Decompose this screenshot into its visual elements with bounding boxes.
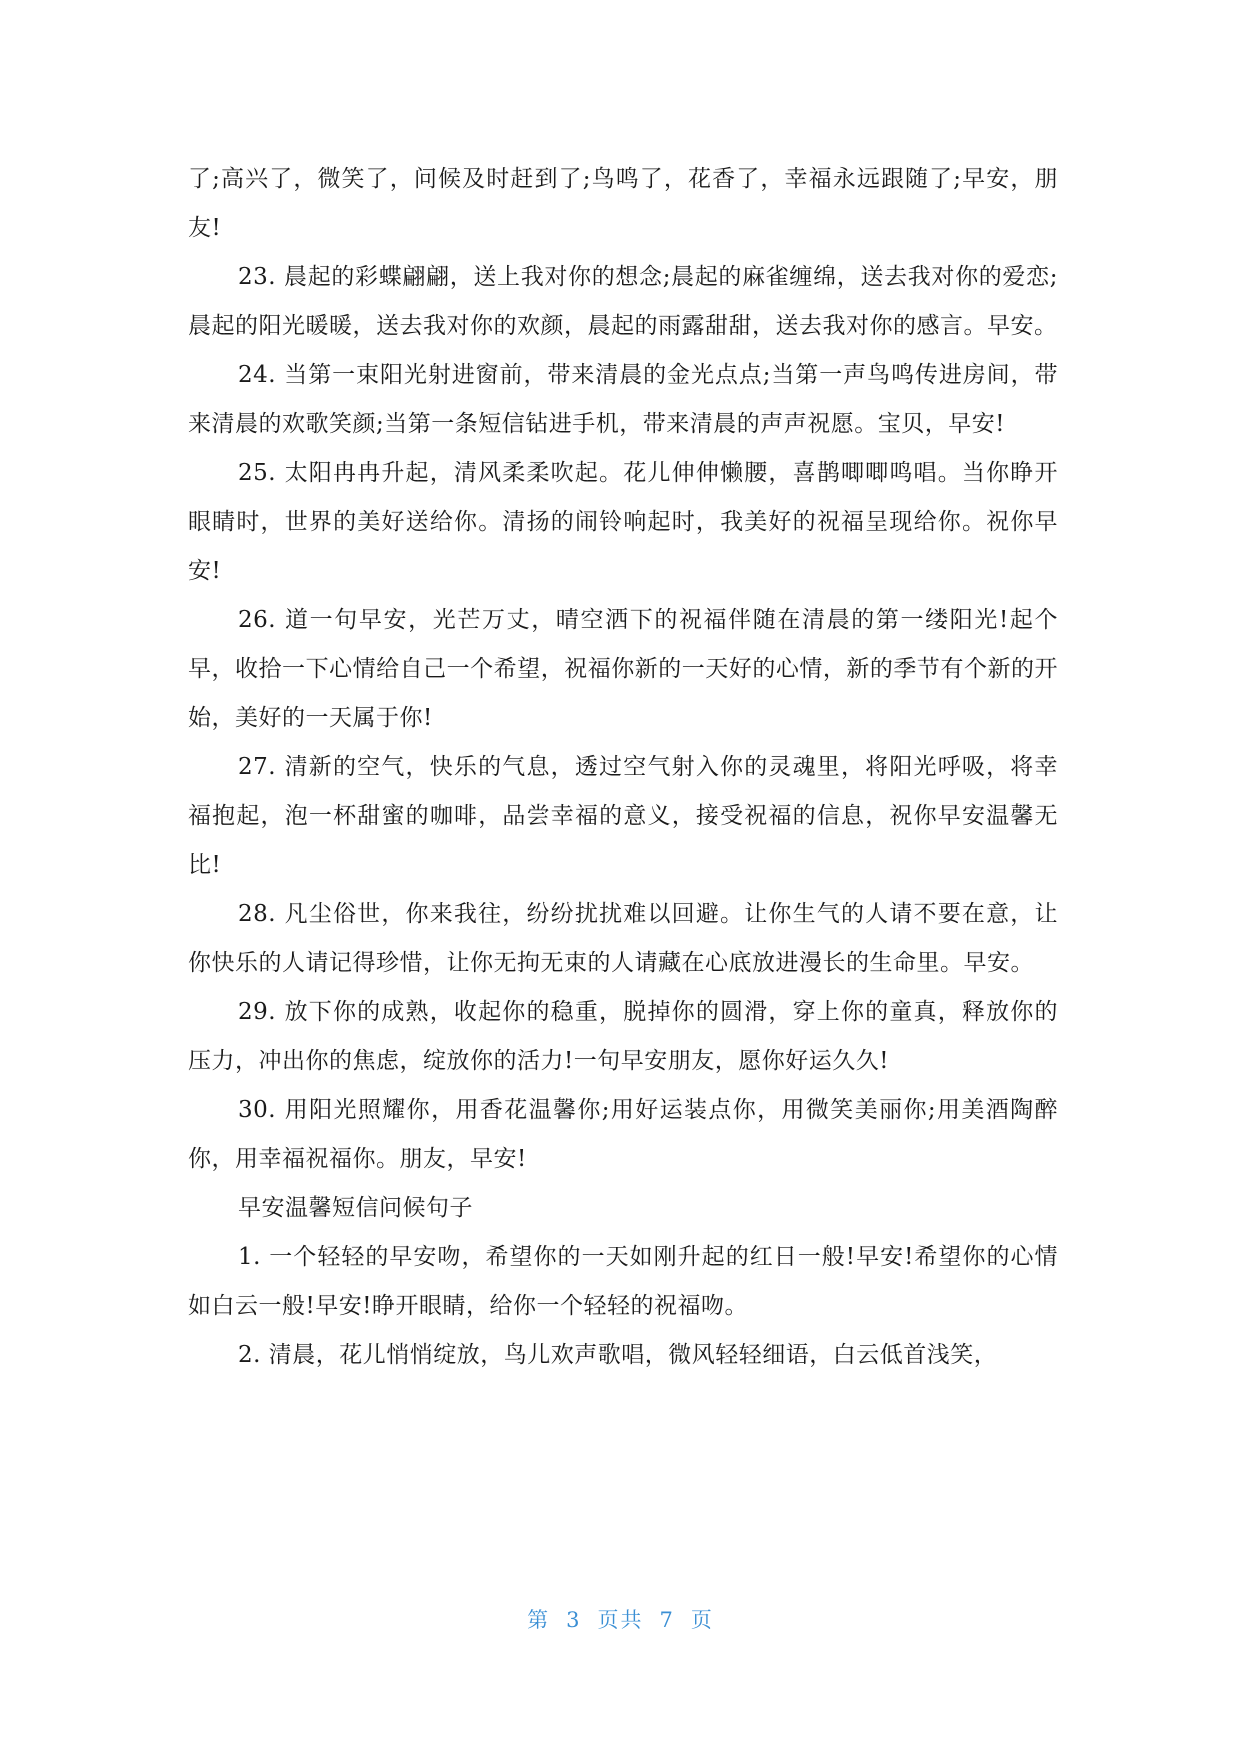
paragraph-continuation: 了;高兴了，微笑了，问候及时赶到了;鸟鸣了，花香了，幸福永远跟随了;早安，朋友! [188, 166, 1058, 241]
footer-label-of: 页共 [597, 1608, 644, 1632]
footer-current-page: 3 [566, 1608, 582, 1632]
footer-total-pages: 7 [659, 1608, 675, 1632]
paragraph-item-29: 29. 放下你的成熟，收起你的稳重，脱掉你的圆滑，穿上你的童真，释放你的压力，冲出你的焦虑，绽放你的活力!一句早安朋友，愿你好运久久! [188, 999, 1058, 1074]
paragraph-item-30: 30. 用阳光照耀你，用香花温馨你;用好运装点你，用微笑美丽你;用美酒陶醉你，用幸福祝福你。朋友，早安! [188, 1097, 1058, 1172]
paragraph-item-23: 23. 晨起的彩蝶翩翩，送上我对你的想念;晨起的麻雀缠绵，送去我对你的爱恋;晨起的阳光暖暖，送去我对你的欢颜，晨起的雨露甜甜，送去我对你的感言。早安。 [188, 264, 1058, 339]
paragraph-item-25: 25. 太阳冉冉升起，清风柔柔吹起。花儿伸伸懒腰，喜鹊唧唧鸣唱。当你睁开眼睛时，世界的美好送给你。清扬的闹铃响起时，我美好的祝福呈现给你。祝你早安! [188, 460, 1058, 584]
paragraph-item-27: 27. 清新的空气，快乐的气息，透过空气射入你的灵魂里，将阳光呼吸，将幸福抱起，泡一杯甜蜜的咖啡，品尝幸福的意义，接受祝福的信息，祝你早安温馨无比! [188, 754, 1058, 878]
page-footer [0, 1604, 1241, 1634]
paragraph-item-2: 2. 清晨，花儿悄悄绽放，鸟儿欢声歌唱，微风轻轻细语，白云低首浅笑， [238, 1342, 998, 1368]
paragraph-item-1: 1. 一个轻轻的早安吻，希望你的一天如刚升起的红日一般!早安!希望你的心情如白云一般!早安!睁开眼睛，给你一个轻轻的祝福吻。 [188, 1244, 1058, 1319]
paragraph-item-24: 24. 当第一束阳光射进窗前，带来清晨的金光点点;当第一声鸟鸣传进房间，带来清晨的欢歌笑颜;当第一条短信钻进手机，带来清晨的声声祝愿。宝贝，早安! [188, 362, 1058, 437]
footer-label-end: 页 [690, 1608, 714, 1632]
paragraph-item-28: 28. 凡尘俗世，你来我往，纷纷扰扰难以回避。让你生气的人请不要在意，让你快乐的人请记得珍惜，让你无拘无束的人请藏在心底放进漫长的生命里。早安。 [188, 901, 1058, 976]
paragraph-item-26: 26. 道一句早安，光芒万丈，晴空洒下的祝福伴随在清晨的第一缕阳光!起个早，收拾一下心情给自己一个希望，祝福你新的一天好的心情，新的季节有个新的开始，美好的一天属于你! [188, 607, 1058, 731]
footer-label-page: 第 [527, 1608, 551, 1632]
document-body [188, 155, 1058, 1380]
section-heading: 早安温馨短信问候句子 [238, 1195, 473, 1221]
